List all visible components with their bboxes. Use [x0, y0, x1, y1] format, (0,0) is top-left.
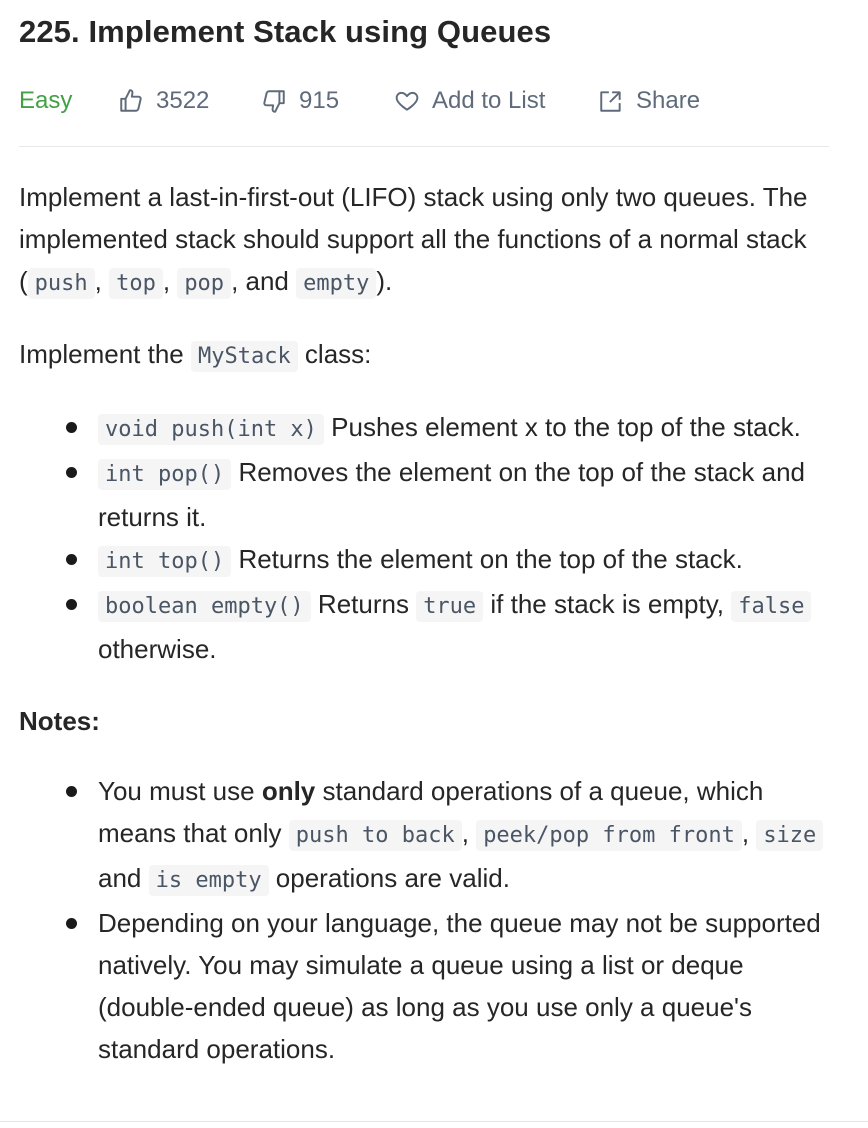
difficulty-badge: Easy — [19, 87, 73, 114]
problem-meta-bar — [0, 84, 868, 118]
thumbs-up-icon — [118, 88, 144, 114]
code-mystack: MyStack — [191, 341, 298, 372]
share-button[interactable] — [598, 84, 700, 118]
intro-paragraph: Implement a last-in-first-out (LIFO) stack using only two queues. The implemented stack should support all the functions of a normal stack ( push , top , pop , and empty ). — [19, 176, 834, 305]
thumbs-down-icon — [261, 88, 287, 114]
bottom-border — [0, 1121, 868, 1128]
add-to-list-label: Add to List — [432, 87, 546, 114]
list-item: boolean empty() Returns true if the stack is empty, false otherwise. — [98, 583, 834, 670]
class-paragraph: Implement the MyStack class: — [19, 333, 834, 378]
dislikes-count: 915 — [299, 87, 340, 114]
header-divider — [19, 146, 829, 147]
list-item: int pop() Removes the element on the top of the stack and returns it. — [98, 451, 834, 538]
notes-heading: Notes: — [19, 706, 100, 736]
like-button[interactable] — [118, 84, 209, 118]
notes-list — [19, 770, 834, 1070]
heart-icon — [394, 88, 420, 114]
problem-title: 225. Implement Stack using Queues — [19, 14, 552, 49]
list-item: int top() Returns the element on the top of the stack. — [98, 538, 834, 583]
list-item: Depending on your language, the queue may not be supported natively. You may simulate a queue using a list or deque (double-ended queue) as long as you use only a queue's standard operations. — [98, 902, 834, 1070]
problem-description — [19, 176, 834, 1070]
list-item: void push(int x) Pushes element x to the top of the stack. — [98, 406, 834, 451]
dislike-button[interactable] — [261, 84, 339, 118]
add-to-list-button[interactable] — [394, 84, 545, 118]
code-empty: empty — [296, 268, 376, 299]
share-label: Share — [636, 87, 701, 114]
likes-count: 3522 — [156, 87, 210, 114]
code-pop: pop — [177, 268, 231, 299]
share-icon — [598, 88, 624, 114]
code-top: top — [109, 268, 163, 299]
methods-list — [19, 406, 834, 670]
list-item: You must use only standard operations of a queue, which means that only push to back , peek/pop from front , size and is empty operations are valid. — [98, 770, 834, 902]
code-push: push — [28, 268, 95, 299]
